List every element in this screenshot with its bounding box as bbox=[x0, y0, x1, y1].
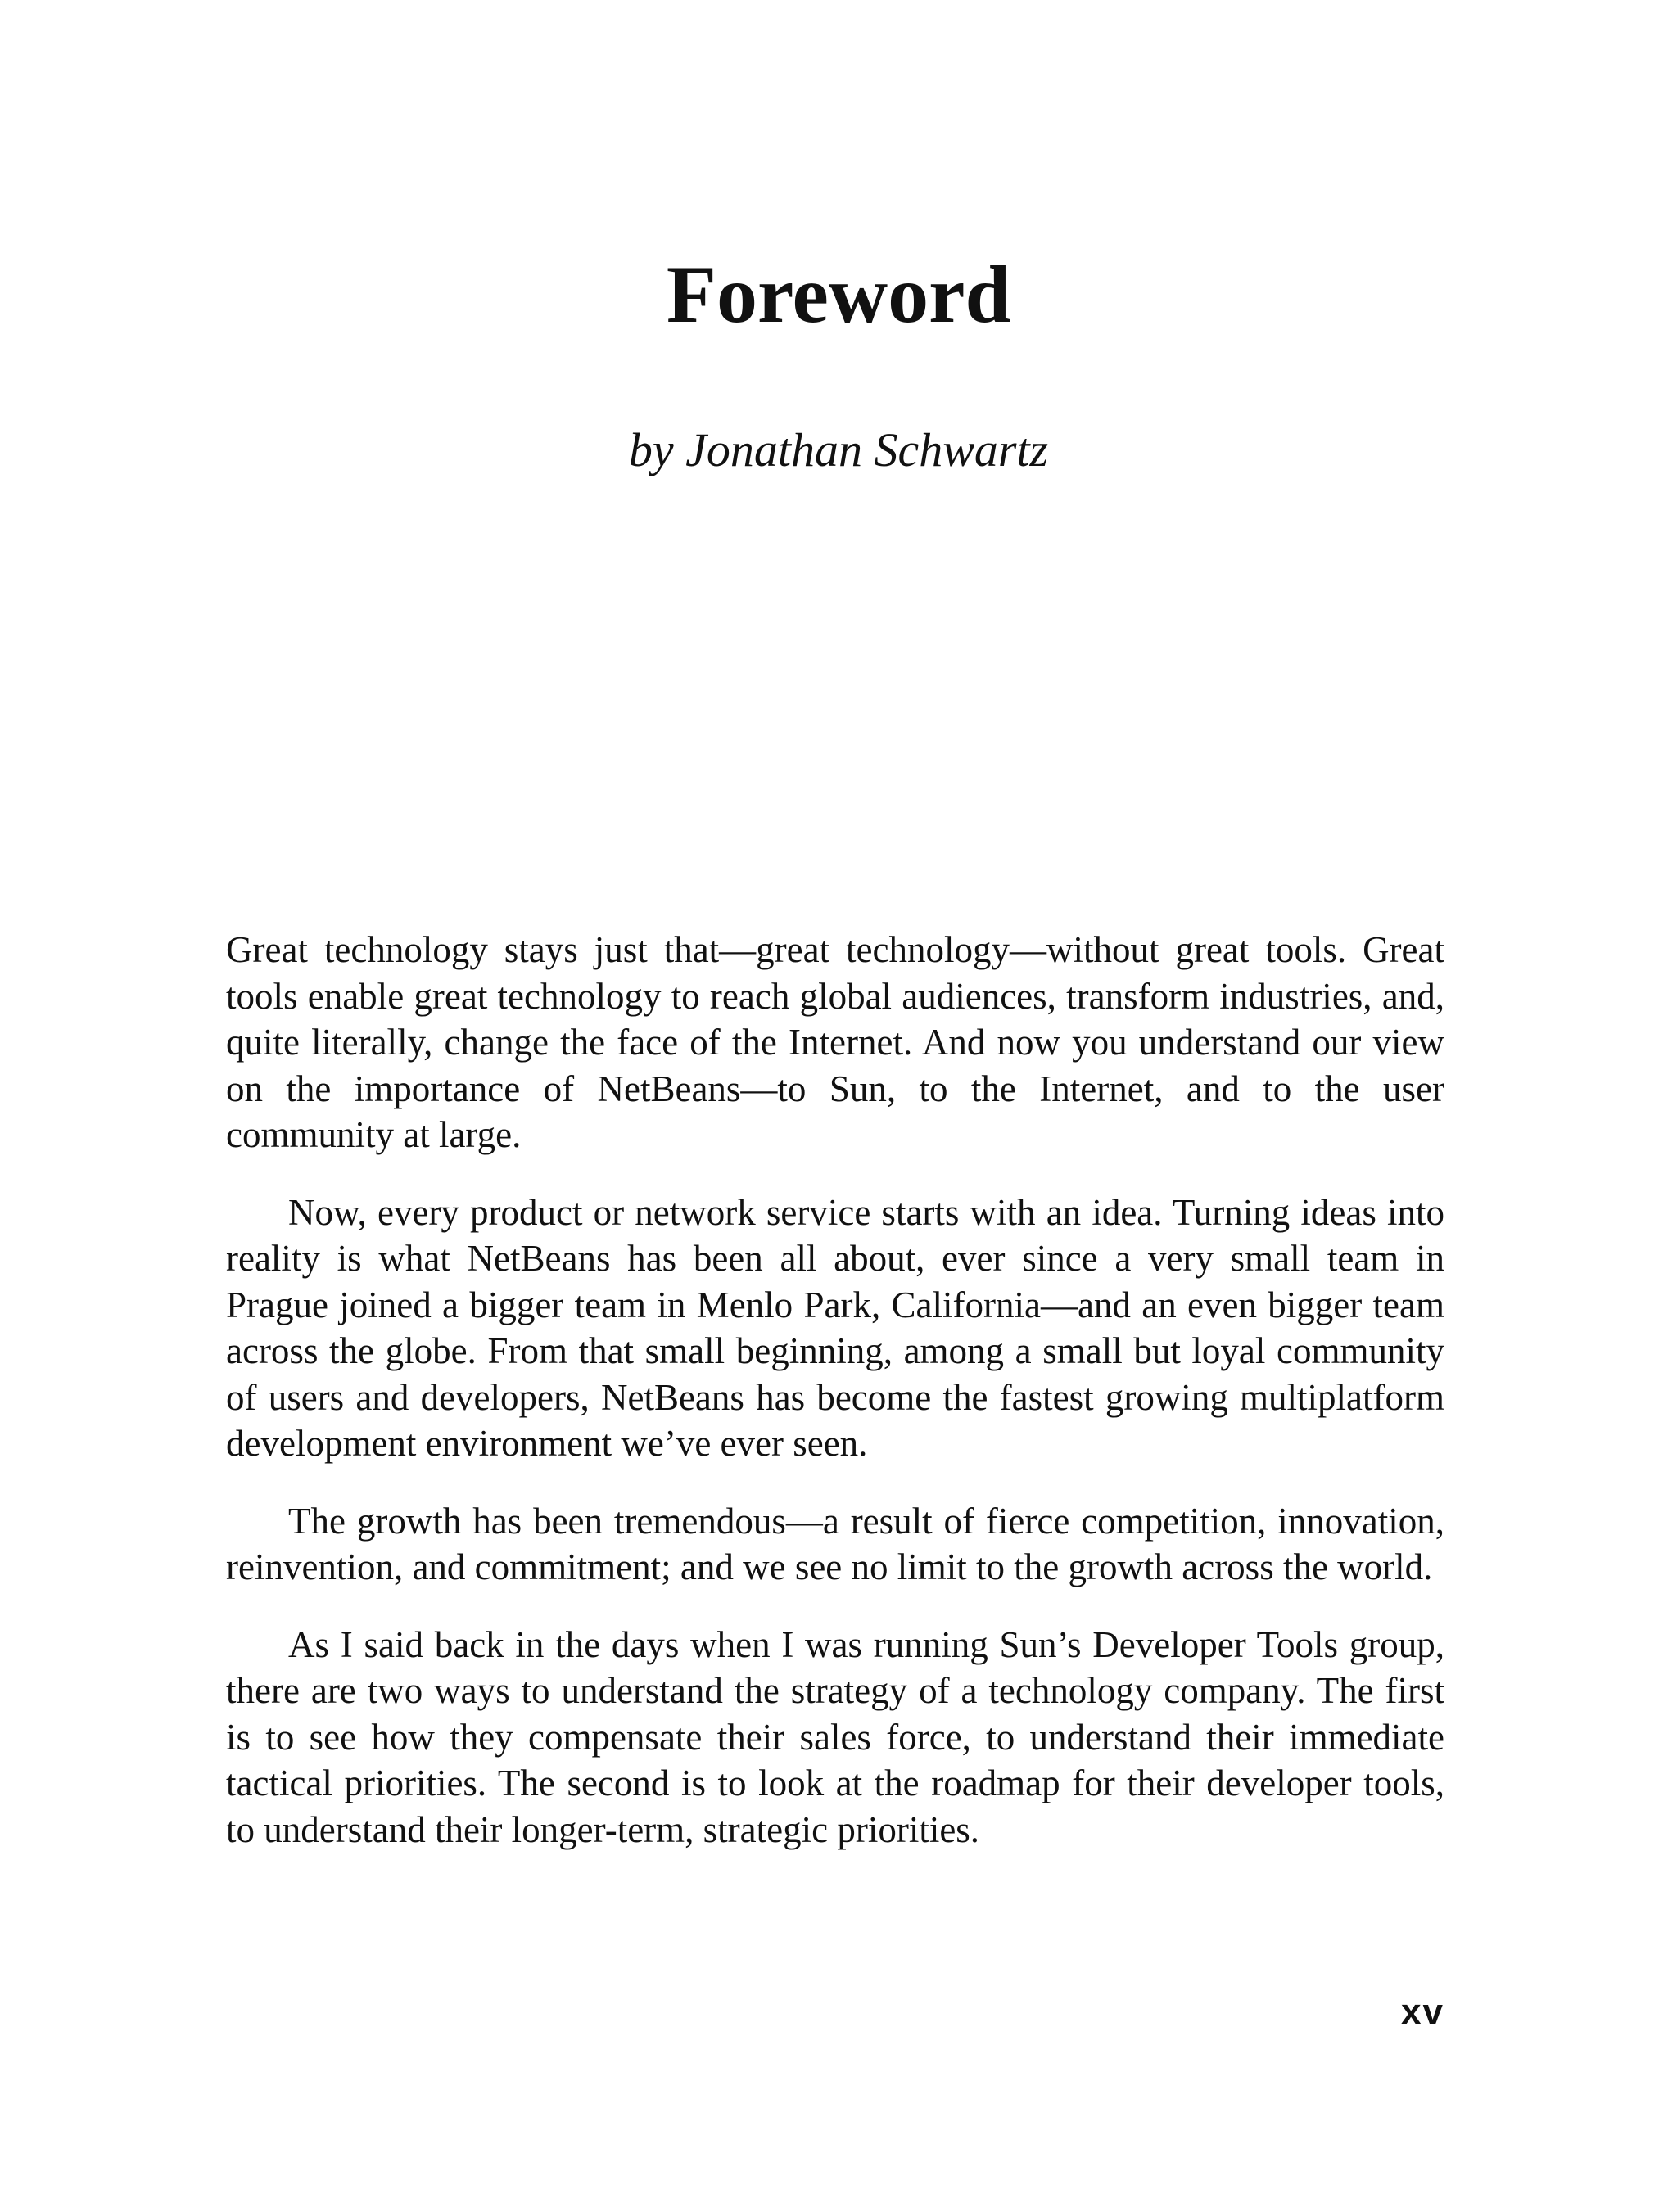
paragraph: The growth has been tremendous—a result of fierce competition, innovation, reinvention, and commitment; and we see no limit to the growth across the world. bbox=[226, 1500, 1444, 1587]
foreword-body bbox=[226, 927, 1444, 1884]
paragraph: Great technology stays just that—great technology—without great tools. Great tools enable great technology to reach global audiences, transform industries, and, quite literally, change the face of the Internet. And now you understand our view on the importance of NetBeans—to Sun, to the Internet, and to the user community at large. bbox=[226, 929, 1444, 1155]
author-byline: by Jonathan Schwartz bbox=[628, 423, 1049, 476]
paragraph: As I said back in the days when I was running Sun’s Developer Tools group, there are two ways to understand the strategy of a technology company. The first is to see how they compensate their sales force, to understand their immediate tactical priorities. The second is to look at the roadmap for their developer tools, to understand their longer-term, strategic priorities. bbox=[226, 1623, 1444, 1850]
paragraph: Now, every product or network service starts with an idea. Turning ideas into reality is what NetBeans has been all about, ever since a very small team in Prague joined a bigger team in Menlo Park, California—and an even bigger team across the globe. From that small beginning, among a small but loyal community of users and developers, NetBeans has become the fastest growing multiplatform development environment we’ve ever seen. bbox=[226, 1191, 1444, 1464]
page-number: xv bbox=[1401, 1992, 1444, 2032]
page-title: Foreword bbox=[666, 249, 1011, 340]
